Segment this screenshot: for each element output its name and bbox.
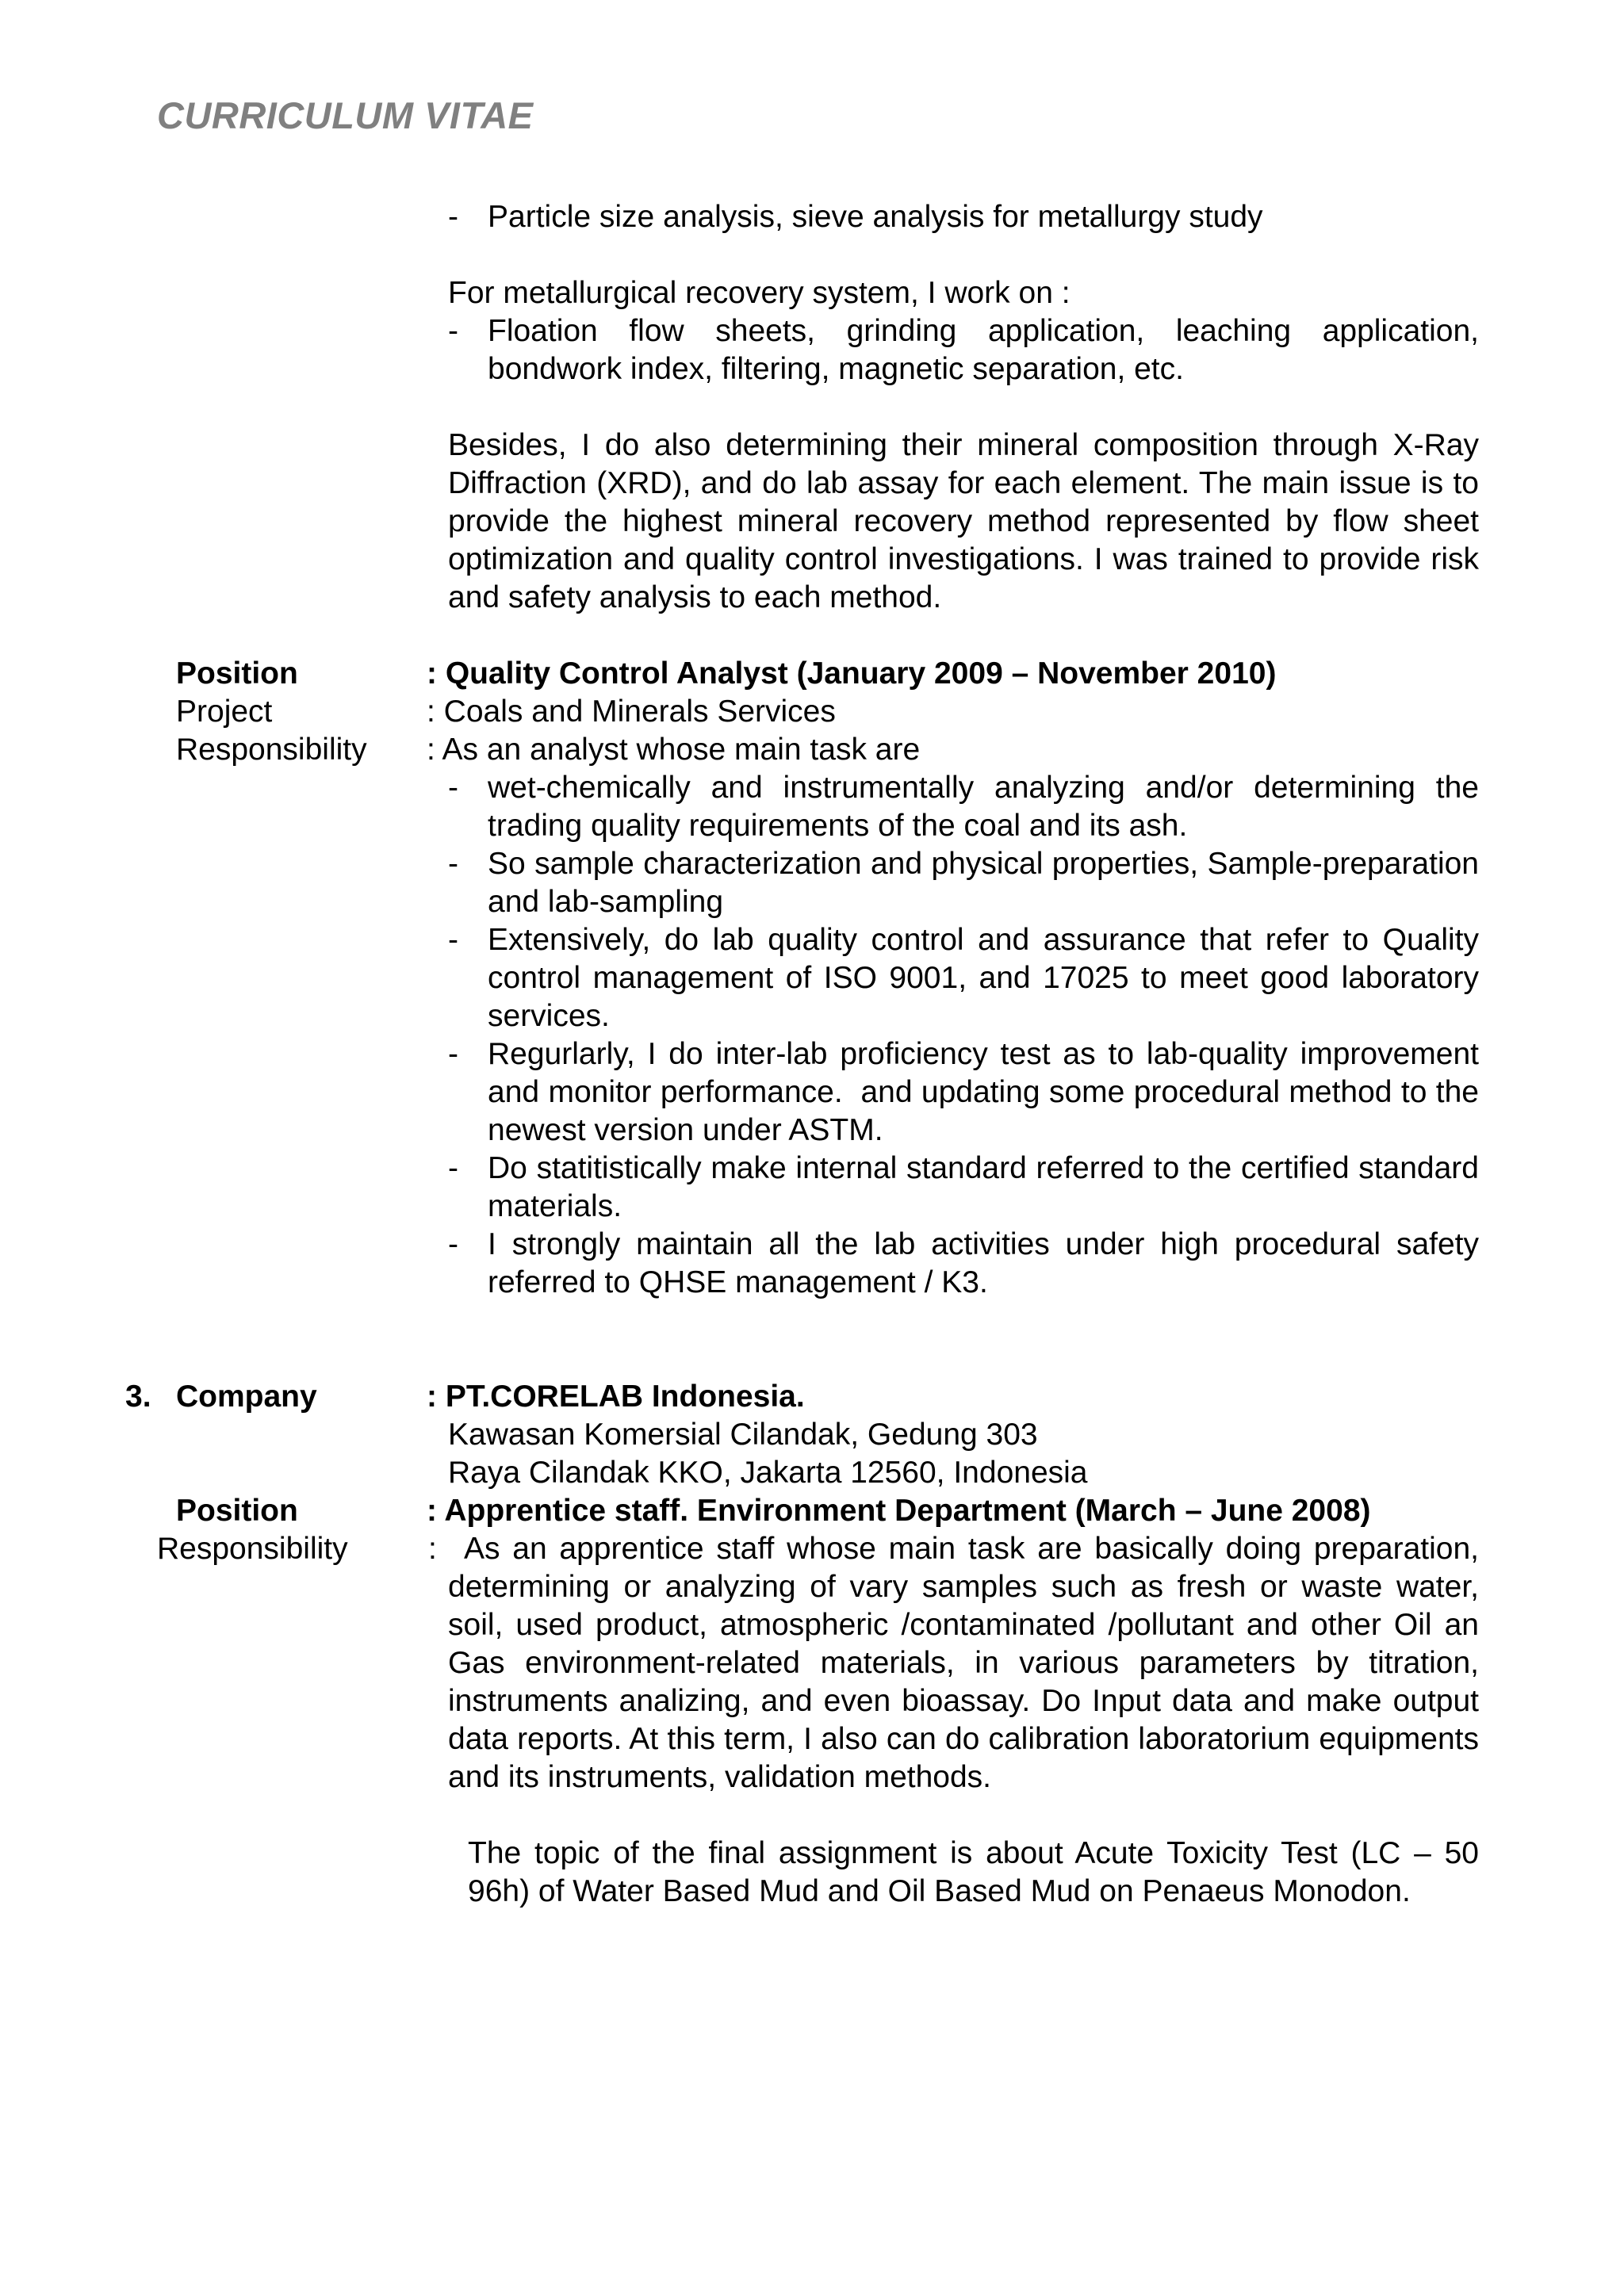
position-label: Position xyxy=(176,1494,298,1528)
metallurgical-lead: For metallurgical recovery system, I work on : xyxy=(448,276,1071,310)
bullet-text: Do statitistically make internal standard referred to the certified standard materials. xyxy=(488,1151,1479,1223)
besides-paragraph: Besides, I do also determining their mineral composition through X-Ray Diffraction (XRD), and do lab assay for each element. The main issue is to provide the highest mineral recovery method represented by flow sheet optimization and quality control investigations. I was trained to provide risk and safety analysis to each method. xyxy=(448,428,1479,614)
list-item xyxy=(448,921,1479,1035)
item-number: 3. xyxy=(125,1380,151,1414)
company-label: Company xyxy=(176,1380,317,1414)
bullet-dash: - xyxy=(448,771,458,805)
position-value: : Quality Control Analyst (January 2009 – November 2010) xyxy=(427,656,1277,691)
final-assignment-paragraph: The topic of the final assignment is about Acute Toxicity Test (LC – 50 96h) of Water Based Mud and Oil Based Mud on Penaeus Monodon. xyxy=(468,1836,1479,1908)
list-item xyxy=(448,1035,1488,1150)
bullet-text: Floation flow sheets, grinding application, leaching application, bondwork index, filtering, magnetic separation, etc. xyxy=(488,314,1479,386)
page-title: CURRICULUM VITAE xyxy=(157,94,534,136)
project-label: Project xyxy=(176,695,273,729)
list-item xyxy=(448,769,1479,845)
responsibility-value: : As an analyst whose main task are xyxy=(427,733,921,767)
bullet-text: wet-chemically and instrumentally analyzing and/or determining the trading quality requirements of the coal and its ash. xyxy=(488,771,1479,843)
list-item xyxy=(448,1226,1479,1302)
bullet-dash: - xyxy=(448,200,458,234)
bullet-dash: - xyxy=(448,314,458,348)
bullet-text: Regurlarly, I do inter-lab proficiency test as to lab-quality improvement and monitor performance. and updating some procedural method to the newest version under ASTM. xyxy=(488,1037,1488,1147)
bullet-text: Particle size analysis, sieve analysis for metallurgy study xyxy=(488,200,1263,234)
bullet-text: So sample characterization and physical properties, Sample-preparation and lab-sampling xyxy=(488,847,1479,919)
responsibility-paragraph: As an apprentice staff whose main task are basically doing preparation, determining or analyzing of vary samples such as fresh or waste water, soil, used product, atmospheric /contaminated /pollutant and other Oil an Gas environment-related materials, in various parameters by titration, instruments analizing, and even bioassay. Do Input data and make output data reports. At this term, I also can do calibration laboratorium equipments and its instruments, validation methods. xyxy=(448,1532,1479,1794)
responsibility-label: Responsibility xyxy=(176,733,367,767)
bullet-text: I strongly maintain all the lab activities under high procedural safety referred to QHSE management / K3. xyxy=(488,1227,1479,1299)
bullet-dash: - xyxy=(448,1227,458,1261)
list-item xyxy=(448,845,1479,921)
bullet-dash: - xyxy=(448,847,458,881)
address-line: Raya Cilandak KKO, Jakarta 12560, Indonesia xyxy=(448,1456,1088,1490)
position-label: Position xyxy=(176,656,298,691)
bullet-dash: - xyxy=(448,1151,458,1185)
address-line: Kawasan Komersial Cilandak, Gedung 303 xyxy=(448,1418,1038,1452)
list-item xyxy=(448,1150,1479,1226)
bullet-dash: - xyxy=(448,923,458,957)
project-value: : Coals and Minerals Services xyxy=(427,695,836,729)
responsibility-colon: : xyxy=(428,1532,437,1566)
bullet-text: Extensively, do lab quality control and assurance that refer to Quality control management of ISO 9001, and 17025 to meet good laboratory services. xyxy=(488,923,1479,1033)
responsibility-label: Responsibility xyxy=(157,1532,348,1566)
list-item xyxy=(448,198,1479,236)
company-value: : PT.CORELAB Indonesia. xyxy=(427,1380,805,1414)
list-item xyxy=(448,312,1479,388)
bullet-dash: - xyxy=(448,1037,458,1071)
position-value: : Apprentice staff. Environment Department (March – June 2008) xyxy=(427,1494,1371,1528)
